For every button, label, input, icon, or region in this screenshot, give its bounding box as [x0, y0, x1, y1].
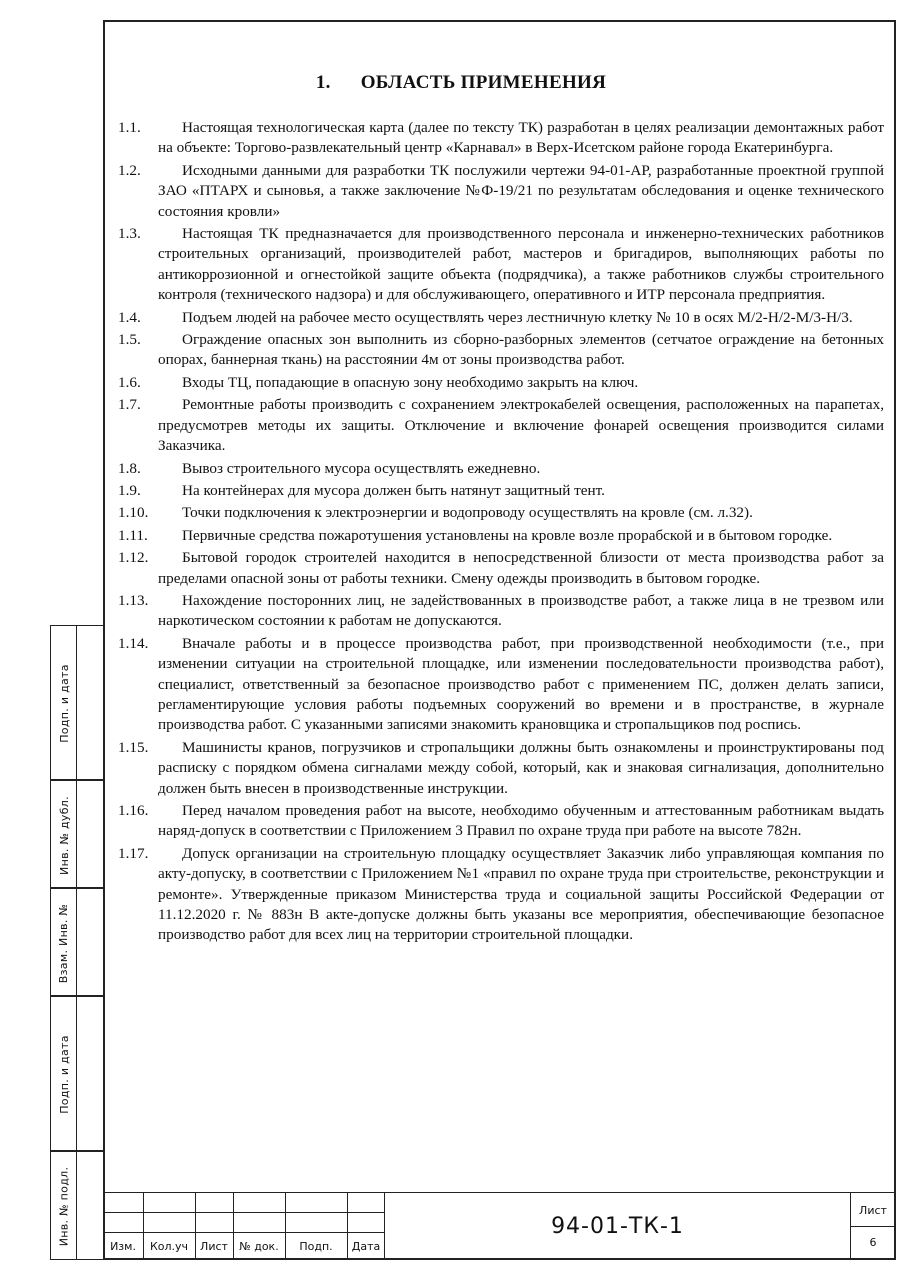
list-item — [118, 548, 884, 589]
list-item — [118, 591, 884, 632]
item-number: 1.13. — [118, 591, 149, 609]
item-text: Вывоз строительного мусора осуществлять ежедневно. — [182, 459, 541, 477]
item-text: Ремонтные работы производить с сохранением электрокабелей освещения, расположенных на парапетах, предусмотрев методы их защиты. Отключение и включение фонарей освещения производится силами Заказчика. — [158, 396, 884, 455]
list-item — [118, 738, 884, 799]
item-number: 1.7. — [118, 396, 141, 414]
stamp-col-podp: Подп. — [299, 1240, 333, 1253]
item-text: Ограждение опасных зон выполнить из сборно-разборных элементов (сетчатое ограждение на бетонных опорах, баннерная ткань) на расстоянии 4м от зоны производства работ. — [158, 331, 884, 369]
item-text: Машинисты кранов, погрузчиков и стропальщики должны быть ознакомлены и проинструктированы под расписку с порядком обмена сигналами между собой, который, как и знаковая сигнализация, дополнительно должен быть внесен в производственные инструкции. — [158, 738, 884, 797]
item-text: На контейнерах для мусора должен быть натянут защитный тент. — [182, 481, 605, 499]
strip-label-inv-podl: Инв. № подл. — [57, 1166, 71, 1247]
item-number: 1.8. — [118, 459, 141, 477]
items-list — [118, 118, 884, 948]
item-number: 1.11. — [118, 526, 148, 544]
list-item — [118, 373, 884, 393]
item-number: 1.17. — [118, 844, 149, 862]
item-number: 1.16. — [118, 802, 149, 819]
item-text: Входы ТЦ, попадающие в опасную зону необходимо закрыть на ключ. — [182, 373, 639, 391]
item-text: Первичные средства пожаротушения установлены на кровле возле прорабской и в бытовом городке. — [182, 526, 833, 544]
sheet-number: 6 — [869, 1236, 877, 1249]
stamp-col-doc: № док. — [239, 1240, 279, 1253]
list-item — [118, 395, 884, 456]
strip-cell-sign-date-1 — [50, 625, 103, 780]
list-item — [118, 844, 884, 946]
item-text: Исходными данными для разработки ТК послужили чертежи 94-01-АР, разработанные проектной группой ЗАО «ПТАРХ и сыновья, а также заключение №Ф-19/21 по результатам обследования и оценке технического состояния кровли» — [158, 161, 884, 220]
item-number: 1.3. — [118, 225, 141, 243]
list-item — [118, 801, 884, 842]
strip-cell-sign-date-2 — [50, 996, 103, 1151]
list-item — [118, 526, 884, 546]
item-number: 1.1. — [118, 119, 141, 136]
item-number: 1.4. — [118, 308, 141, 326]
sheet-label: Лист — [859, 1204, 887, 1217]
strip-cell-vzam-inv — [50, 888, 103, 996]
list-item — [118, 503, 884, 523]
stamp-col-izm: Изм. — [110, 1240, 136, 1253]
list-item — [118, 481, 884, 501]
item-number: 1.6. — [118, 373, 141, 391]
item-text: Подъем людей на рабочее место осуществлять через лестничную клетку № 10 в осях М/2-Н/2-М/3-Н/3. — [182, 308, 853, 326]
strip-label-inv-dubl: Инв. № дубл. — [57, 795, 71, 875]
section-title — [0, 72, 922, 94]
item-number: 1.12. — [118, 549, 149, 567]
item-text: Вначале работы и в процессе производства работ, при производственной необходимости (т.е., при изменении ситуации на строительной площадке, или изменении последовательности производства работ), специалист, ответственный за безопасное производство работ с применением ПС, должен делать записи, регламентирующие условия работы подъемных сооружений во времени и в пространстве, в журнале производства работ. С указанными записями знакомить крановщика и стропальщиков под роспись. — [158, 634, 884, 734]
list-item — [118, 224, 884, 306]
item-text: Бытовой городок строителей находится в непосредственной близости от места производства работ за пределами опасной зоны от работы техники. Смену одежды производить в бытовом городке. — [158, 549, 884, 587]
item-text: Настоящая ТК предназначается для производственного персонала и инженерно-технических работников строительных организаций, производителей работ, мастеров и бригадиров, выполняющих работы по антикоррозионной и огнестойкой защите объекта (подрядчика), а также работников службы строительного контроля (технического надзора) и для обслуживающего, оперативного и ИТР персонала предприятия. — [158, 225, 884, 304]
stamp-col-data: Дата — [351, 1240, 381, 1253]
section-title-text: ОБЛАСТЬ ПРИМЕНЕНИЯ — [360, 72, 607, 93]
document-code: 94-01-ТК-1 — [551, 1213, 684, 1239]
item-number: 1.9. — [118, 481, 141, 499]
item-number: 1.10. — [118, 504, 149, 522]
item-text: Перед началом проведения работ на высоте, необходимо обученным и аттестованным работникам выдать наряд-допуск в соответствии с Приложением 3 Правил по охране труда при работе на высоте 782н. — [158, 802, 884, 840]
list-item — [118, 308, 884, 328]
side-strip — [50, 625, 103, 1260]
list-item — [118, 634, 884, 736]
list-item — [118, 330, 884, 371]
strip-cell-inv-podl — [50, 1151, 103, 1260]
list-item — [118, 118, 884, 159]
item-number: 1.2. — [118, 161, 141, 179]
section-number: 1. — [315, 72, 331, 93]
stamp-col-koluch: Кол.уч — [149, 1240, 189, 1253]
title-block — [103, 1192, 896, 1260]
strip-label-sign-date-2: Подп. и дата — [57, 1035, 71, 1114]
item-text: Нахождение посторонних лиц, не задействованных в производстве работ, а также лица в не трезвом или наркотическом состоянии к работам не допускаются. — [158, 591, 884, 630]
item-number: 1.5. — [118, 331, 141, 349]
list-item — [118, 459, 884, 479]
list-item — [118, 161, 884, 222]
item-number: 1.14. — [118, 634, 149, 652]
stamp-col-list: Лист — [200, 1240, 228, 1253]
item-text: Точки подключения к электроэнергии и водопроводу осуществлять на кровле (см. л.32). — [182, 504, 753, 522]
item-text: Допуск организации на строительную площадку осуществляет Заказчик либо управляющая компания по акту-допуску, в соответствии с Приложением №1 «правил по охране труда при строительстве, реконструкции и ремонте». Утвержденные приказом Министерства труда и социальной защиты Российской Федерации от 11.12.2020 г. № 883н В акте-допуске должны быть указаны все мероприятия, обеспечивающие безопасное производство работ для всех лиц на территории строительной площадки. — [158, 844, 884, 944]
item-number: 1.15. — [118, 738, 149, 756]
strip-cell-inv-dubl — [50, 780, 103, 888]
strip-label-vzam-inv: Взам. Инв. № — [57, 903, 71, 983]
item-text: Настоящая технологическая карта (далее по тексту ТК) разработан в целях реализации демонтажных работ на объекте: Торгово-развлекательный центр «Карнавал» в Верх-Исетском районе города Екатеринбурга. — [158, 119, 884, 157]
strip-label-sign-date-1: Подп. и дата — [57, 664, 71, 743]
